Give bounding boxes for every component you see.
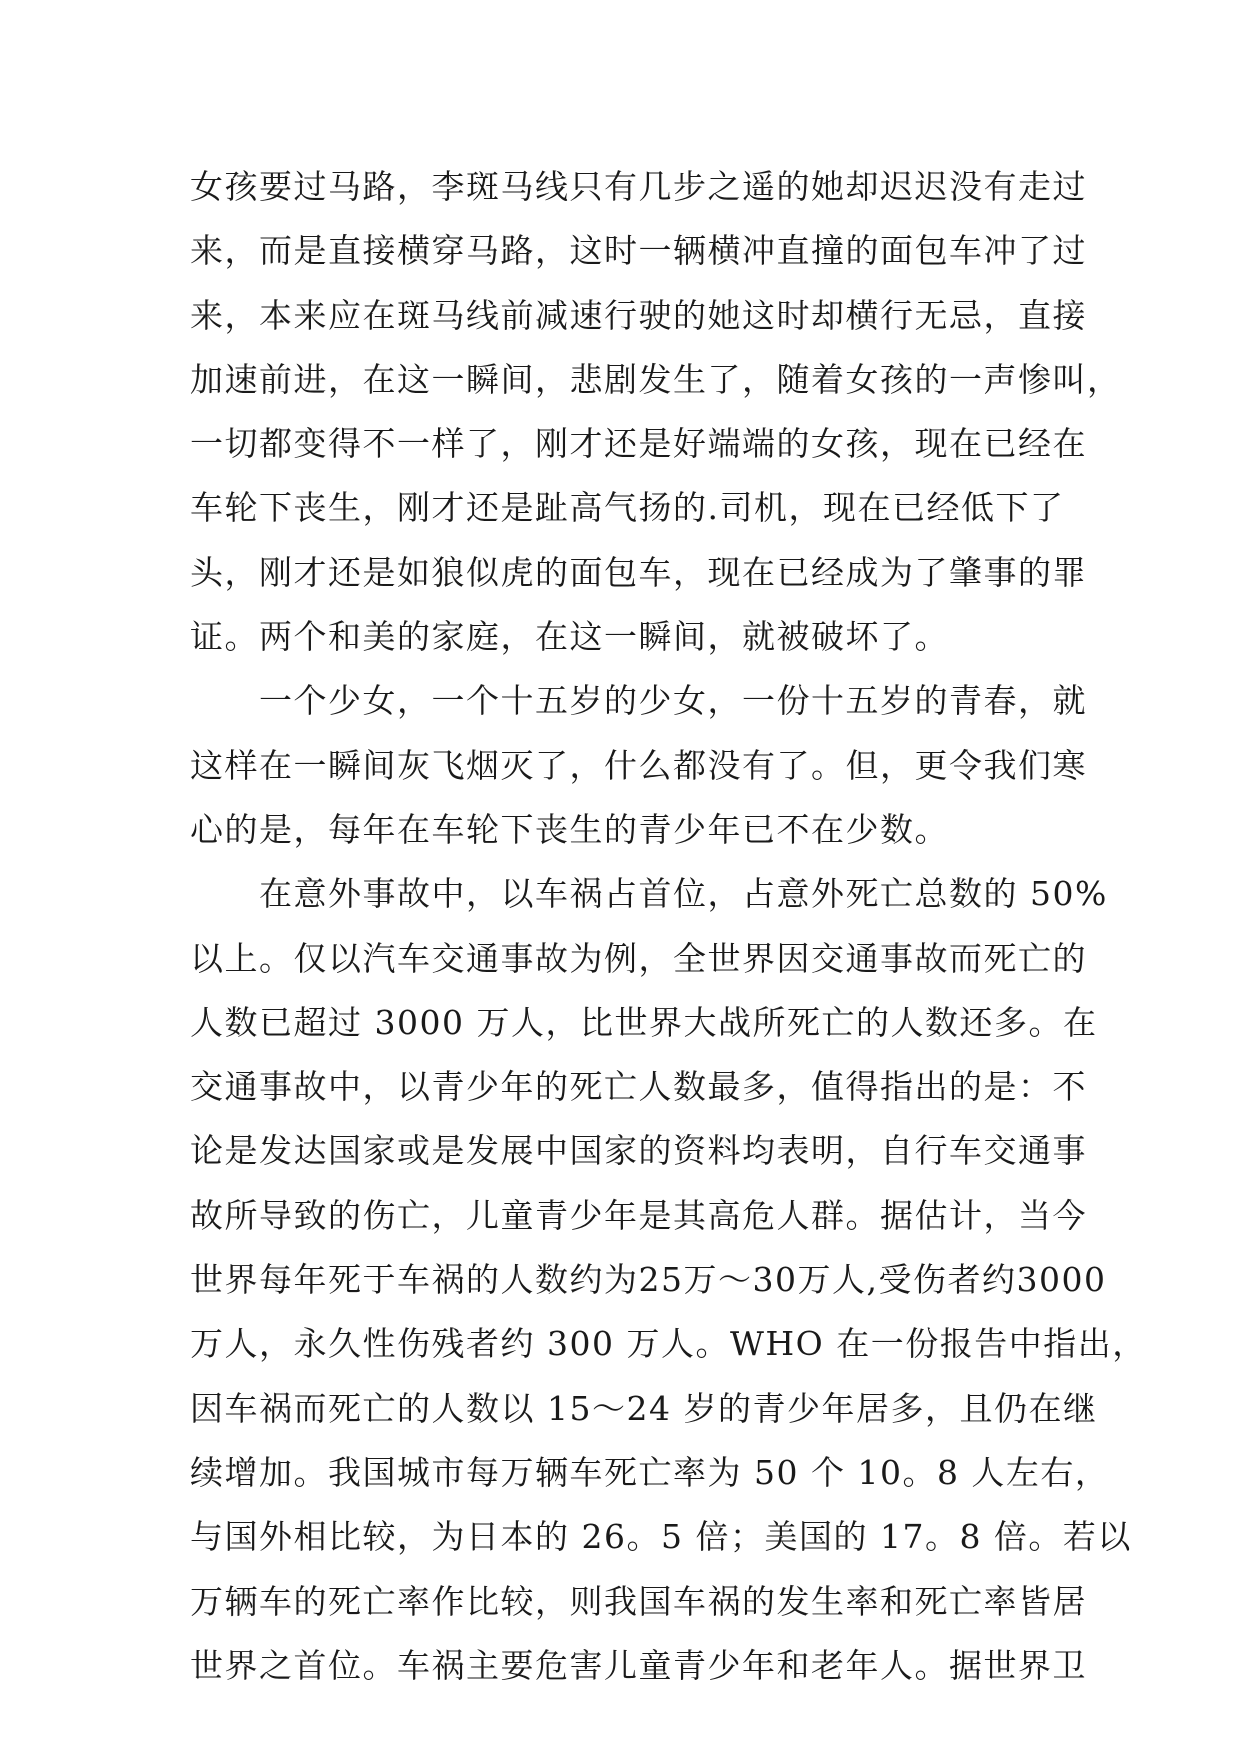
text-line: 头，刚才还是如狼似虎的面包车，现在已经成为了肇事的罪 xyxy=(190,552,1087,592)
text-line: 万辆车的死亡率作比较，则我国车祸的发生率和死亡率皆居 xyxy=(190,1581,1087,1621)
text-line: 证。两个和美的家庭，在这一瞬间，就被破坏了。 xyxy=(190,617,949,657)
text-line: 论是发达国家或是发展中国家的资料均表明，自行车交通事 xyxy=(190,1131,1087,1171)
text-line: 心的是，每年在车轮下丧生的青少年已不在少数。 xyxy=(190,809,949,849)
text-line: 与国外相比较，为日本的 26。5 倍；美国的 17。8 倍。若以 xyxy=(190,1517,1132,1557)
text-line: 世界之首位。车祸主要危害儿童青少年和老年人。据世界卫 xyxy=(190,1645,1087,1685)
text-line: 来，本来应在斑马线前减速行驶的她这时却横行无忌，直接 xyxy=(190,295,1087,335)
text-line: 一切都变得不一样了，刚才还是好端端的女孩，现在已经在 xyxy=(190,424,1087,464)
text-line: 以上。仅以汽车交通事故为例，全世界因交通事故而死亡的 xyxy=(190,938,1087,978)
text-line: 车轮下丧生，刚才还是趾高气扬的.司机，现在已经低下了 xyxy=(190,488,1065,528)
text-line: 来，而是直接横穿马路，这时一辆横冲直撞的面包车冲了过 xyxy=(190,231,1087,271)
text-line: 续增加。我国城市每万辆车死亡率为 50 个 10。8 人左右， xyxy=(190,1452,1110,1492)
text-line: 在意外事故中，以车祸占首位，占意外死亡总数的 50% xyxy=(190,874,1108,914)
text-line: 世界每年死于车祸的人数约为25万～30万人,受伤者约3000 xyxy=(190,1260,1107,1300)
text-line: 故所导致的伤亡，儿童青少年是其高危人群。据估计，当今 xyxy=(190,1195,1087,1235)
text-line: 因车祸而死亡的人数以 15～24 岁的青少年居多，且仍在继 xyxy=(190,1388,1098,1428)
text-line: 加速前进，在这一瞬间，悲剧发生了，随着女孩的一声惨叫， xyxy=(190,359,1122,399)
text-line: 人数已超过 3000 万人，比世界大战所死亡的人数还多。在 xyxy=(190,1002,1098,1042)
text-line: 女孩要过马路，李斑马线只有几步之遥的她却迟迟没有走过 xyxy=(190,167,1087,206)
body-text xyxy=(190,155,1147,1698)
text-line: 这样在一瞬间灰飞烟灭了，什么都没有了。但，更令我们寒 xyxy=(190,745,1087,785)
text-line: 交通事故中，以青少年的死亡人数最多，值得指出的是：不 xyxy=(190,1067,1087,1107)
text-line: 一个少女，一个十五岁的少女，一份十五岁的青春，就 xyxy=(190,681,1087,721)
text-line: 万人，永久性伤残者约 300 万人。WHO 在一份报告中指出， xyxy=(190,1324,1147,1364)
